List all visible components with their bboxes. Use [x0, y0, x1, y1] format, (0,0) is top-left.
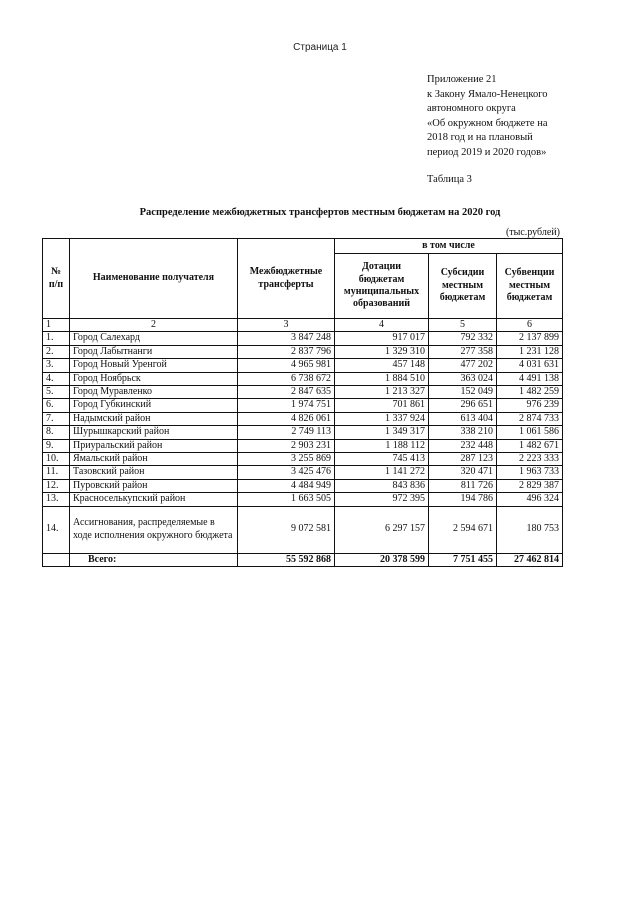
transfers-value: 4 965 981 [238, 359, 335, 372]
row-number: 3. [43, 359, 70, 372]
units-label: (тыс.рублей) [505, 227, 560, 238]
row-number: 9. [43, 439, 70, 452]
subsidies-value: 792 332 [429, 332, 497, 345]
totals-subsidies: 7 751 455 [429, 553, 497, 566]
table-row [43, 399, 563, 412]
transfers-value: 6 738 672 [238, 372, 335, 385]
transfers-value: 2 903 231 [238, 439, 335, 452]
appendix-line: 2018 год и на плановый [427, 132, 533, 144]
recipient-name: Город Салехард [70, 332, 238, 345]
table-row [43, 493, 563, 506]
table-row [43, 332, 563, 345]
table-row [43, 439, 563, 452]
recipient-name: Тазовский район [70, 466, 238, 479]
row-number: 8. [43, 426, 70, 439]
transfers-table [42, 238, 563, 567]
recipient-name: Красноселькупский район [70, 493, 238, 506]
subventions-value: 1 963 733 [497, 466, 563, 479]
subventions-value: 2 137 899 [497, 332, 563, 345]
subventions-value: 1 482 671 [497, 439, 563, 452]
row-number: 11. [43, 466, 70, 479]
table-row [43, 426, 563, 439]
subsidies-value: 338 210 [429, 426, 497, 439]
dotations-value: 1 349 317 [335, 426, 429, 439]
row-number: 2. [43, 345, 70, 358]
table-row [43, 453, 563, 466]
recipient-name: Ямальский район [70, 453, 238, 466]
header-transfers: Межбюджетные трансферты [238, 239, 335, 319]
dotations-value: 843 836 [335, 479, 429, 492]
document-title: Распределение межбюджетных трансфертов местным бюджетам на 2020 год [139, 207, 501, 218]
row-number: 12. [43, 479, 70, 492]
transfers-value: 2 837 796 [238, 345, 335, 358]
header-subventions: Субвенции местным бюджетам [497, 254, 563, 319]
row-number: 14. [43, 506, 70, 553]
header-subsidies: Субсидии местным бюджетам [429, 254, 497, 319]
subventions-value: 180 753 [497, 506, 563, 553]
column-number-row [43, 319, 563, 332]
header-dotations: Дотации бюджетам муниципальных образований [335, 254, 429, 319]
row-number: 13. [43, 493, 70, 506]
subsidies-value: 277 358 [429, 345, 497, 358]
dotations-value: 1 329 310 [335, 345, 429, 358]
table-row [43, 412, 563, 425]
subventions-value: 1 482 259 [497, 386, 563, 399]
subsidies-value: 194 786 [429, 493, 497, 506]
subsidies-value: 296 651 [429, 399, 497, 412]
dotations-value: 6 297 157 [335, 506, 429, 553]
totals-transfers: 55 592 868 [238, 553, 335, 566]
column-number: 4 [335, 319, 429, 332]
subsidies-value: 613 404 [429, 412, 497, 425]
totals-label: Всего: [70, 553, 238, 566]
appendix-line: «Об окружном бюджете на [427, 117, 548, 129]
row-number: 5. [43, 386, 70, 399]
table-body [43, 319, 563, 567]
subventions-value: 2 829 387 [497, 479, 563, 492]
table-row [43, 386, 563, 399]
appendix-line: к Закону Ямало-Ненецкого [427, 88, 548, 100]
header-num: № п/п [43, 239, 70, 319]
dotations-value: 917 017 [335, 332, 429, 345]
column-number: 2 [70, 319, 238, 332]
header-including: в том числе [335, 239, 563, 254]
recipient-name: Город Губкинский [70, 399, 238, 412]
recipient-name: Город Ноябрьск [70, 372, 238, 385]
appendix-block [427, 73, 627, 161]
subventions-value: 1 061 586 [497, 426, 563, 439]
table-row [43, 359, 563, 372]
subventions-value: 1 231 128 [497, 345, 563, 358]
appendix-line: автономного округа [427, 103, 516, 115]
table-number: Таблица 3 [427, 174, 472, 185]
column-number: 1 [43, 319, 70, 332]
transfers-value: 9 072 581 [238, 506, 335, 553]
totals-subventions: 27 462 814 [497, 553, 563, 566]
totals-row [43, 553, 563, 566]
recipient-name: Надымский район [70, 412, 238, 425]
dotations-value: 1 213 327 [335, 386, 429, 399]
dotations-value: 701 861 [335, 399, 429, 412]
header-recipient: Наименование получателя [70, 239, 238, 319]
subsidies-value: 287 123 [429, 453, 497, 466]
table-row [43, 372, 563, 385]
subsidies-value: 152 049 [429, 386, 497, 399]
subventions-value: 4 491 138 [497, 372, 563, 385]
subsidies-value: 363 024 [429, 372, 497, 385]
totals-dotations: 20 378 599 [335, 553, 429, 566]
transfers-value: 2 749 113 [238, 426, 335, 439]
row-number: 6. [43, 399, 70, 412]
row-number: 7. [43, 412, 70, 425]
table-row [43, 345, 563, 358]
recipient-name: Приуральский район [70, 439, 238, 452]
subsidies-value: 477 202 [429, 359, 497, 372]
subsidies-value: 811 726 [429, 479, 497, 492]
dotations-value: 457 148 [335, 359, 429, 372]
recipient-name: Пуровский район [70, 479, 238, 492]
transfers-value: 3 425 476 [238, 466, 335, 479]
recipient-name: Город Муравленко [70, 386, 238, 399]
transfers-value: 3 847 248 [238, 332, 335, 345]
dotations-value: 1 337 924 [335, 412, 429, 425]
appendix-line: Приложение 21 [427, 74, 497, 85]
subventions-value: 2 874 733 [497, 412, 563, 425]
dotations-value: 1 141 272 [335, 466, 429, 479]
subsidies-value: 2 594 671 [429, 506, 497, 553]
recipient-name: Город Лабытнанги [70, 345, 238, 358]
row-number: 10. [43, 453, 70, 466]
transfers-value: 4 484 949 [238, 479, 335, 492]
transfers-value: 4 826 061 [238, 412, 335, 425]
table-row [43, 479, 563, 492]
subsidies-value: 232 448 [429, 439, 497, 452]
subventions-value: 496 324 [497, 493, 563, 506]
recipient-name: Город Новый Уренгой [70, 359, 238, 372]
recipient-name: Шурышкарский район [70, 426, 238, 439]
appendix-line: период 2019 и 2020 годов» [427, 146, 547, 158]
transfers-value: 1 974 751 [238, 399, 335, 412]
transfers-value: 2 847 635 [238, 386, 335, 399]
page-label: Страница 1 [293, 42, 347, 53]
dotations-value: 1 884 510 [335, 372, 429, 385]
subventions-value: 4 031 631 [497, 359, 563, 372]
subventions-value: 2 223 333 [497, 453, 563, 466]
column-number: 5 [429, 319, 497, 332]
table-row [43, 466, 563, 479]
totals-empty-cell [43, 553, 70, 566]
transfers-value: 3 255 869 [238, 453, 335, 466]
transfers-value: 1 663 505 [238, 493, 335, 506]
column-number: 6 [497, 319, 563, 332]
column-number: 3 [238, 319, 335, 332]
row-number: 4. [43, 372, 70, 385]
table-row [43, 506, 563, 553]
recipient-name: Ассигнования, распределяемые в ходе исполнения окружного бюджета [70, 506, 238, 553]
subventions-value: 976 239 [497, 399, 563, 412]
row-number: 1. [43, 332, 70, 345]
dotations-value: 972 395 [335, 493, 429, 506]
subsidies-value: 320 471 [429, 466, 497, 479]
dotations-value: 1 188 112 [335, 439, 429, 452]
dotations-value: 745 413 [335, 453, 429, 466]
